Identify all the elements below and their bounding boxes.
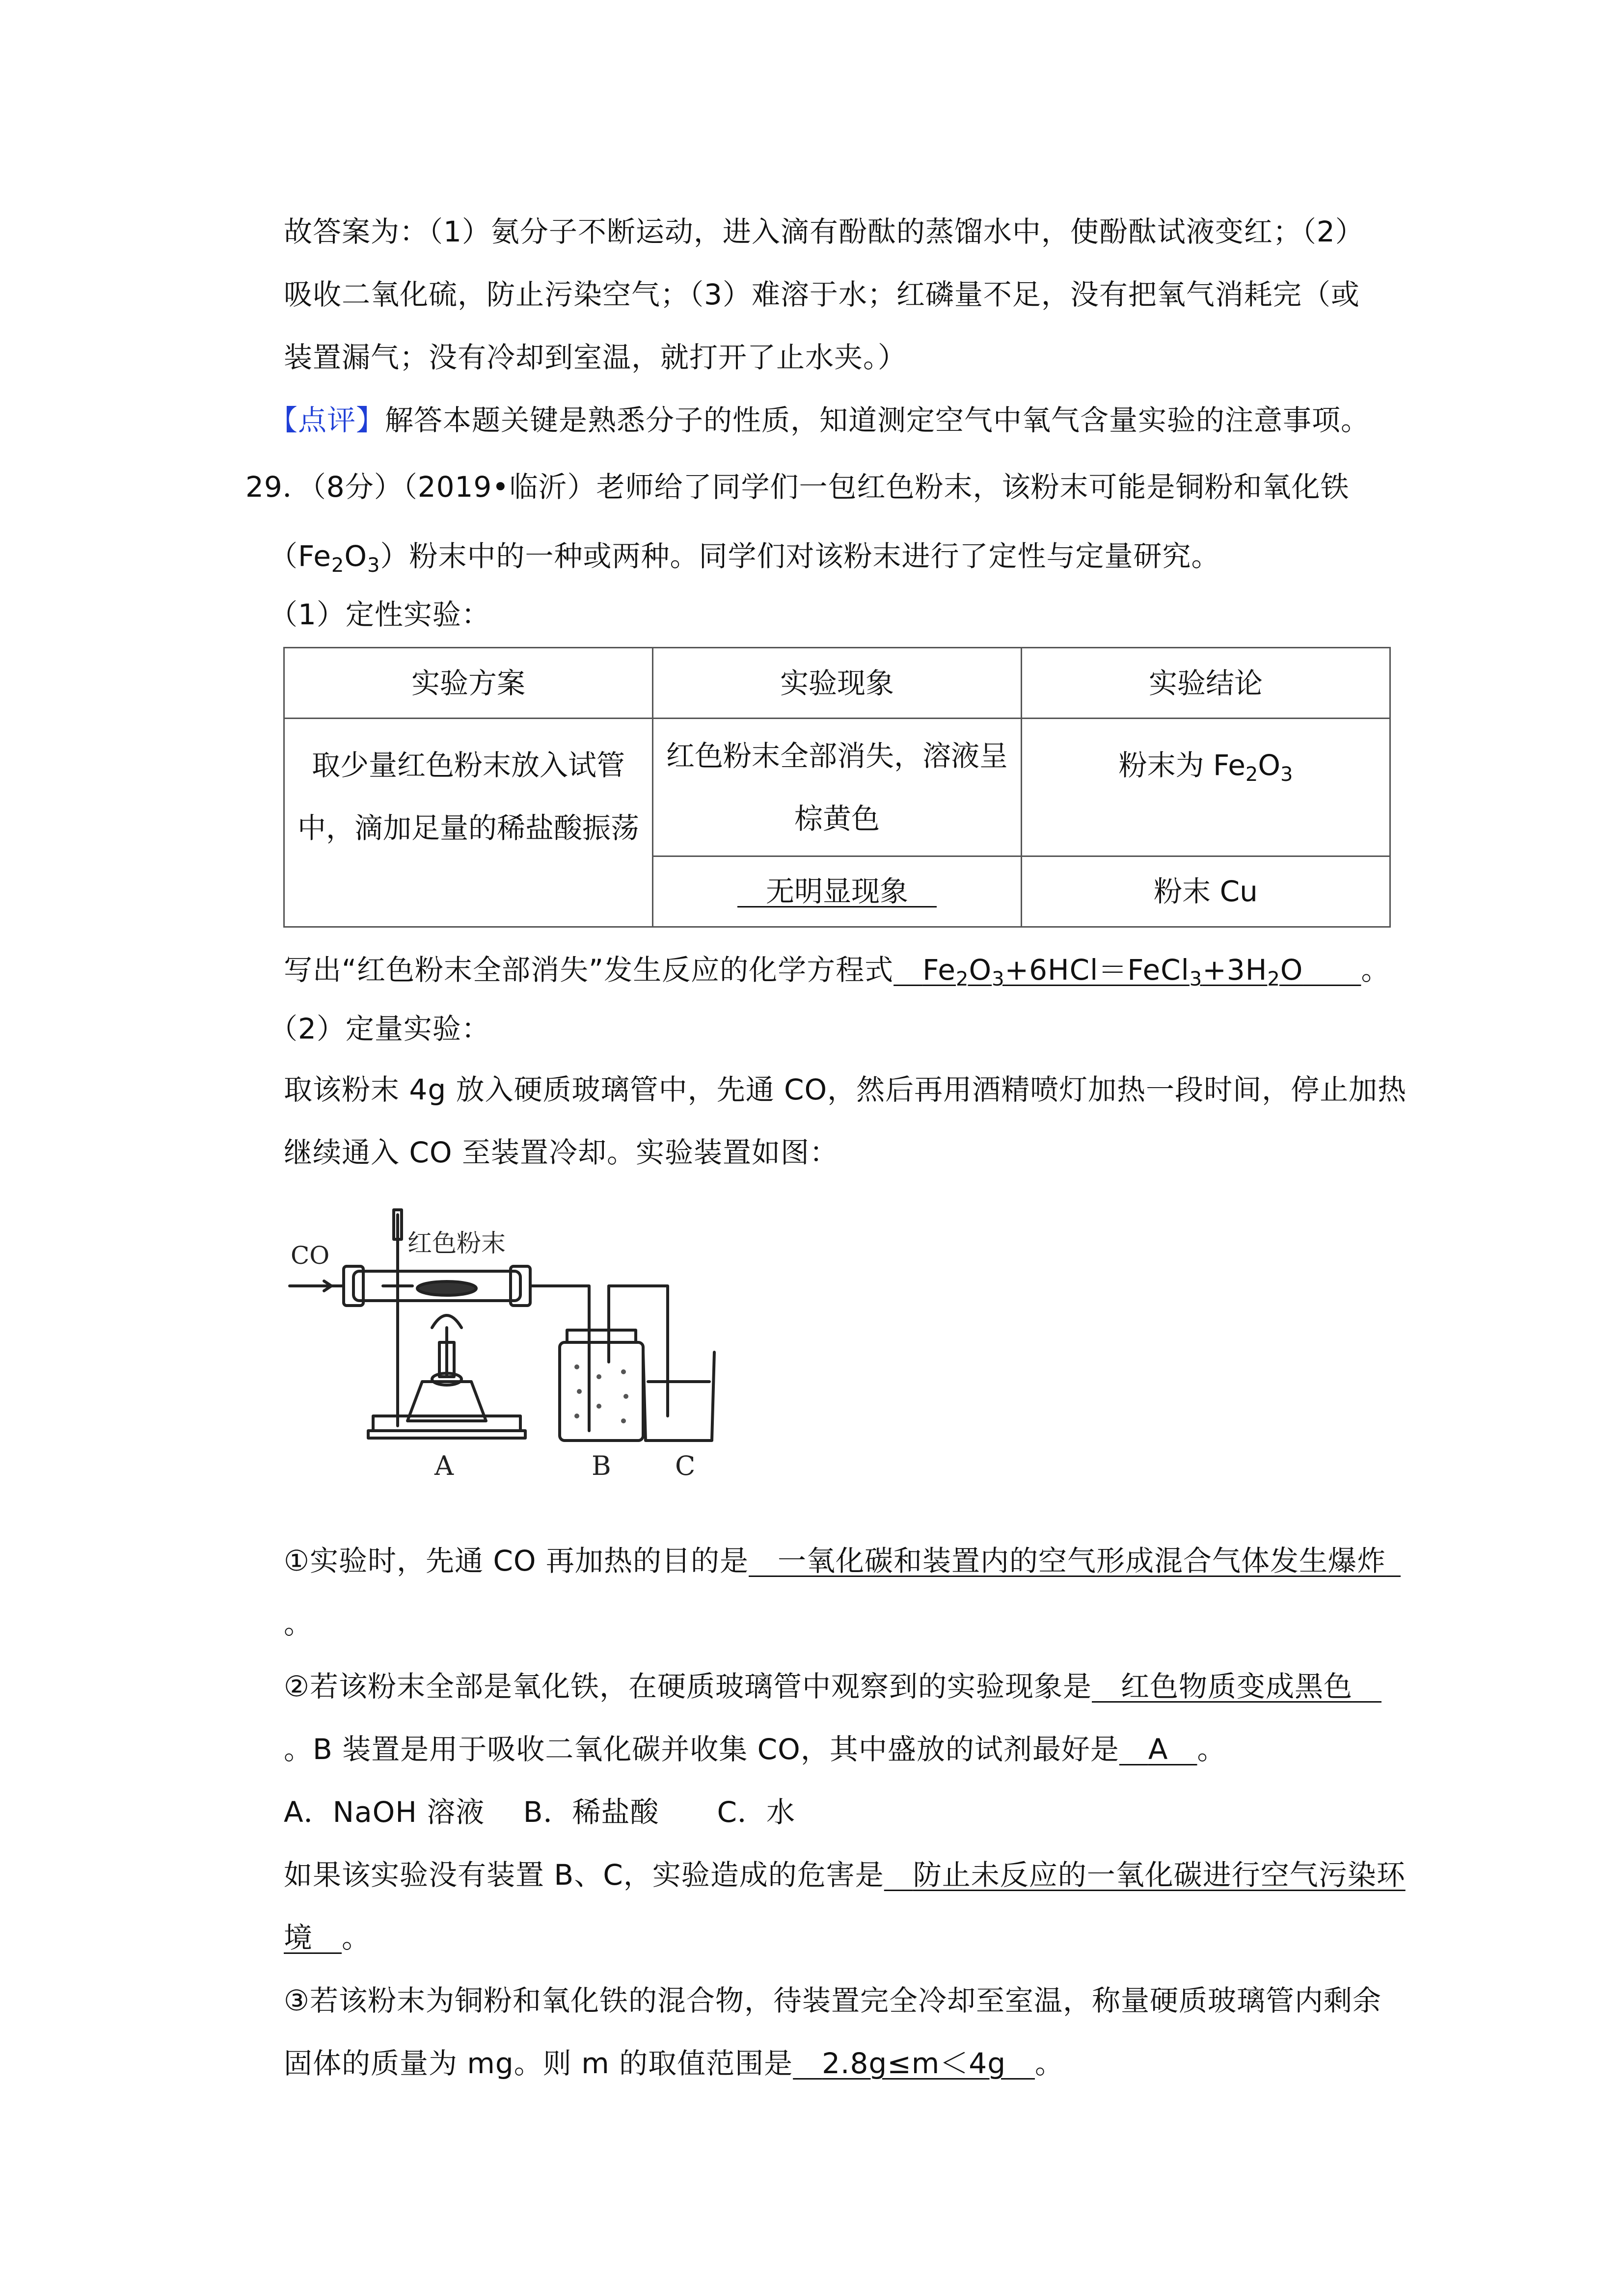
question-intro: $(Fe_2O_3)$粉末中的一种或两种。同学们对该粉末进行了定性与定量研究。 [269,539,1220,577]
q1-end: 。 [284,1607,313,1640]
figure-label-a: A [434,1450,454,1480]
table-cell-observation-1: 红色粉末全部消失，溶液呈 棕黄色 [653,719,1022,856]
q2-line: ②若该粉末全部是氧化铁，在硬质玻璃管中观察到的实验现象是 红色物质变成黑色 [284,1669,1381,1704]
equation-line: 写出“红色粉末全部消失”发生反应的化学方程式 $Fe_2O_3+6HCl=FeCl_3+3H_2O$ 。 [284,953,1390,990]
answer-line-1: 故答案为：（1）氨分子不断运动，进入滴有酚酞的蒸馏水中，使酚酞试液变红；（2） [284,215,1364,248]
figure-label-powder: 红色粉末 [407,1229,506,1257]
comment-line [269,402,1370,438]
figure-label-c: C [675,1450,696,1480]
q1-answer: 一氧化碳和装置内的空气形成混合气体发生爆炸 [778,1544,1386,1577]
comment-text: 解答本题关键是熟悉分子的性质，知道测定空气中氧气含量实验的注意事项。 [385,403,1370,437]
part2-title: （2）定量实验： [269,1012,490,1045]
table-header-plan: 实验方案 [284,648,653,719]
figure-label-co: CO [291,1241,330,1270]
q4-line-2: 固体的质量为 mg。则 m 的取值范围是 2.8g≤m＜4g 。 [284,2047,1064,2080]
figure-label-b: B [592,1450,611,1480]
table-header-conclusion: 实验结论 [1022,648,1390,719]
equation-answer: $Fe_2O_3+6HCl=FeCl_3+3H_2O$ [922,953,1303,990]
apparatus-figure [285,1205,776,1480]
table-cell-conclusion-1: 粉末为 $Fe_2O_3$ [1022,719,1390,856]
part1-title: （1）定性实验： [269,598,490,631]
q1-line: ①实验时，先通 CO 再加热的目的是 一氧化碳和装置内的空气形成混合气体发生爆炸 [284,1543,1401,1578]
part2-line-2: 继续通入 CO 至装置冷却。实验装置如图： [284,1136,839,1169]
answer-line-3: 装置漏气；没有冷却到室温，就打开了止水夹。） [284,341,907,374]
q2b-line: 。B 装置是用于吸收二氧化碳并收集 CO，其中盛放的试剂最好是 A 。 [284,1733,1226,1766]
q3-line: 如果该实验没有装置 B、C，实验造成的危害是 防止未反应的一氧化碳进行空气污染环 [284,1858,1406,1892]
q2b-answer: A [1148,1733,1168,1766]
options-line: A．NaOH 溶液 B．稀盐酸 C．水 [284,1795,796,1829]
q3-answer-l2: 境 [284,1921,313,1954]
q3-line-2: 境 。 [284,1921,371,1954]
table-cell-plan: 取少量红色粉末放入试管 中，滴加足量的稀盐酸振荡 [284,719,653,927]
q4-answer: 2.8g≤m＜4g [822,2047,1006,2080]
table-cell-conclusion-2: 粉末 Cu [1022,856,1390,927]
q2-answer: 红色物质变成黑色 [1121,1670,1353,1703]
q4-line-1: ③若该粉末为铜粉和氧化铁的混合物，待装置完全冷却至室温，称量硬质玻璃管内剩余 [284,1984,1381,2017]
experiment-table [283,647,1391,928]
comment-tag: 【点评】 [269,403,385,437]
part2-line-1: 取该粉末 4g 放入硬质玻璃管中，先通 CO，然后再用酒精喷灯加热一段时间，停止加热 [284,1073,1407,1106]
table-cell-observation-2: 无明显现象 [653,856,1022,927]
q3-answer-l1: 防止未反应的一氧化碳进行空气污染环 [913,1858,1406,1892]
answer-line-2: 吸收二氧化硫，防止污染空气；（3）难溶于水；红磷量不足，没有把氧气消耗完（或 [284,278,1360,311]
table-header-observation: 实验现象 [653,648,1022,719]
question-header: 29．（8分）（2019•临沂）老师给了同学们一包红色粉末，该粉末可能是铜粉和氧化铁 [245,470,1350,504]
